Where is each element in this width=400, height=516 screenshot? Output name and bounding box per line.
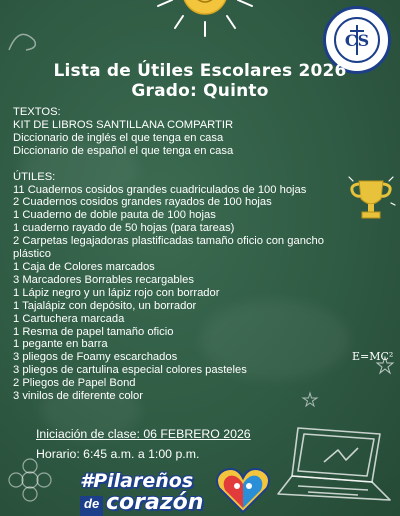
- list-item: 3 pliegos de cartulina especial colores pasteles: [13, 364, 247, 377]
- list-item: 1 Cartuchera marcada: [13, 312, 125, 325]
- hashtag-de: de: [80, 496, 103, 516]
- list-item: Diccionario de español el que tenga en casa: [13, 144, 234, 157]
- hashtag-line1: #Pilareños: [80, 470, 194, 492]
- list-item: 2 Cuadernos cosidos grandes rayados de 100 hojas: [13, 196, 272, 209]
- list-item: Diccionario de inglés el que tenga en casa: [13, 131, 224, 144]
- svg-text:CS: CS: [344, 31, 370, 50]
- list-item: 11 Cuadernos cosidos grandes cuadriculados de 100 hojas: [13, 183, 307, 196]
- list-item: 1 Resma de papel tamaño oficio: [13, 325, 174, 338]
- swirl-doodle-icon: [4, 20, 44, 60]
- grade-subtitle: Grado: Quinto: [131, 81, 269, 101]
- supply-list: [13, 106, 353, 403]
- supplies-heading: ÚTILES:: [13, 170, 56, 183]
- list-item: 1 Lápiz negro y un lápiz rojo con borrador: [13, 286, 220, 299]
- hashtag-logo: [80, 470, 300, 516]
- list-item: 1 pegante en barra: [13, 338, 108, 351]
- list-item: 3 vinilos de diferente color: [13, 390, 143, 403]
- texts-heading: TEXTOS:: [13, 106, 61, 118]
- sun-icon: [150, 0, 260, 40]
- heart-logo-icon: [213, 464, 273, 516]
- page-title: Lista de Útiles Escolares 2026: [53, 61, 347, 81]
- list-item: plástico: [13, 248, 51, 261]
- class-schedule: Horario: 6:45 a.m. a 1:00 p.m.: [36, 447, 200, 461]
- class-start-date: Iniciación de clase: 06 FEBRERO 2026: [36, 427, 251, 441]
- list-item: 2 Carpetas legajadoras plastificadas tamaño oficio con gancho: [13, 235, 324, 248]
- list-item: 1 Tajalápiz con depósito, un borrador: [13, 299, 197, 312]
- list-item: 1 cuaderno rayado de 50 hojas (para tareas): [13, 222, 235, 235]
- list-item: 2 Pliegos de Papel Bond: [13, 377, 136, 390]
- hashtag-line2: corazón: [106, 490, 204, 515]
- list-item: 3 Marcadores Borrables recargables: [13, 273, 194, 286]
- list-item: 1 Cuaderno de doble pauta de 100 hojas: [13, 209, 216, 222]
- trophy-icon: [345, 175, 397, 225]
- list-item: 3 pliegos de Foamy escarchados: [13, 351, 178, 364]
- list-item: KIT DE LIBROS SANTILLANA COMPARTIR: [13, 118, 234, 131]
- formula-doodle: E=MC²: [352, 350, 394, 363]
- list-item: 1 Caja de Colores marcados: [13, 260, 155, 273]
